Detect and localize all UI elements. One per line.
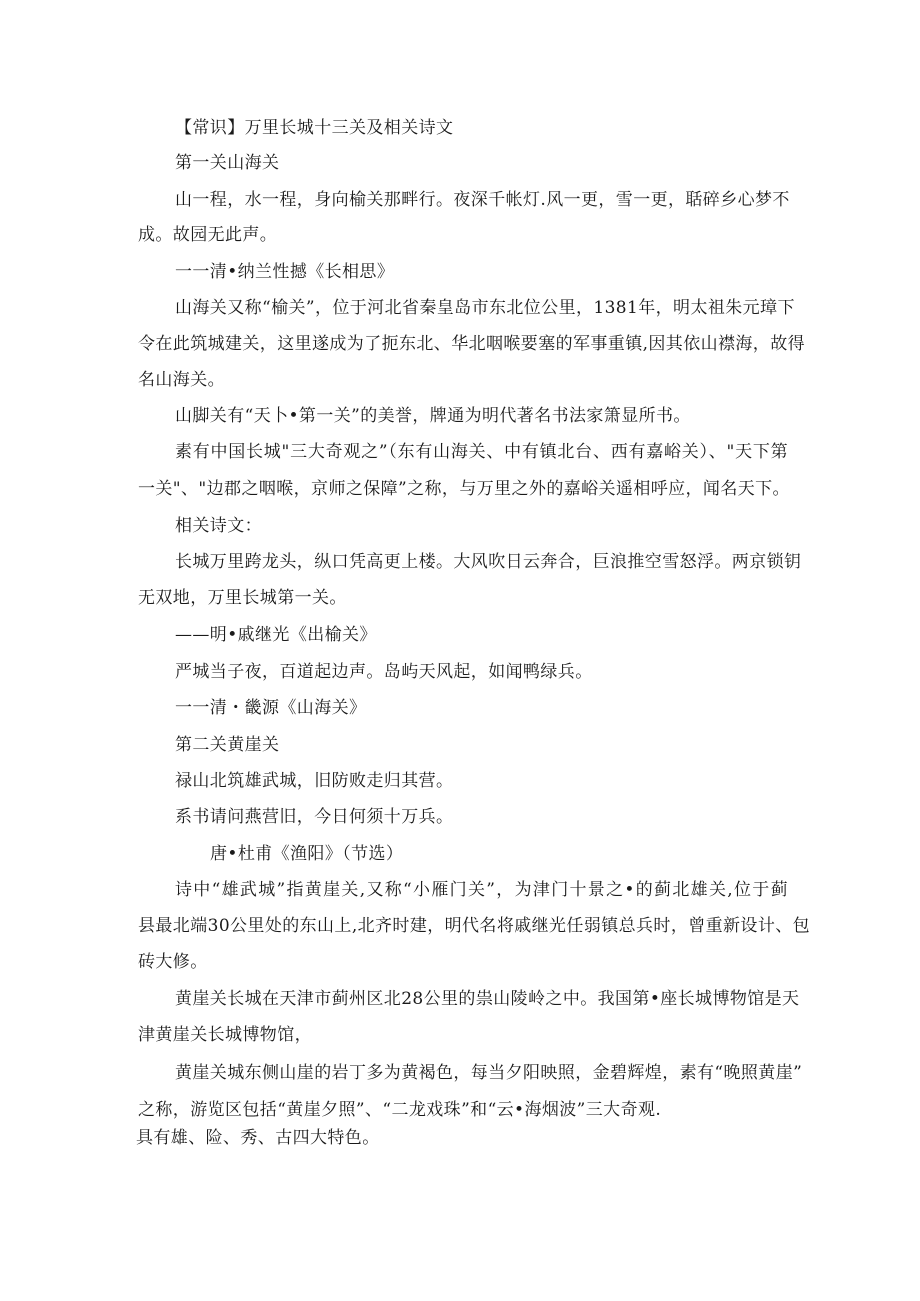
paragraph-line: 县最北端30公里处的东山上,北齐时建，明代名将戚继光任弱镇总兵时，曾重新设计、包 — [138, 916, 811, 936]
paragraph-line: 黄崖关长城在天津市蓟州区北28公里的祟山陵岭之中。我国第•座长城博物馆是天 — [175, 989, 800, 1009]
paragraph-line: 津黄崖关长城博物馆， — [138, 1025, 312, 1045]
paragraph-line: 砖大修。 — [138, 952, 208, 972]
poem-source: 一一清・畿源《山海关》 — [175, 698, 367, 718]
paragraph-line: 之称，游览区包括“黄崖夕照”、“二龙戏珠”和“云•海烟波”三大奇观. — [138, 1100, 662, 1120]
section-heading-pass2: 第二关黄崖关 — [175, 735, 280, 755]
paragraph-line: 山脚关有“天卜•第一关”的美誉，牌通为明代著名书法家箫显所书。 — [175, 406, 691, 426]
document-title: 【常识】万里长城十三关及相关诗文 — [175, 118, 454, 138]
poem-source: 唐•杜甫《渔阳》（节选） — [210, 844, 404, 864]
paragraph-line: 一关"、"边郡之咽喉，京师之保障”之称，与万里之外的嘉峪关遥相呼应，闻名天下。 — [138, 479, 790, 499]
poem-line: 严城当子夜，百道起边声。岛屿天风起，如闻鸭绿兵。 — [175, 662, 593, 682]
poem-line: 山一程，水一程，身向榆关那畔行。夜深千帐灯.风一更，雪一更，聒碎乡心梦不 — [175, 190, 790, 210]
section-heading-pass1: 第一关山海关 — [175, 153, 280, 173]
poem-source: 一一清•纳兰性撼《长相思》 — [175, 262, 395, 282]
poem-line: 禄山北筑雄武城，旧防败走归其营。 — [175, 771, 454, 791]
poem-line: 成。故园无此声。 — [138, 225, 278, 245]
paragraph-line: 黄崖关城东侧山崖的岩丁多为黄褐色，每当夕阳映照，金碧辉煌，素有“晚照黄崖” — [175, 1063, 803, 1083]
poem-line: 长城万里跨龙头，纵口凭高更上楼。大风吹日云奔合，巨浪推空雪怒浮。两京锁钥 — [175, 552, 802, 572]
poem-source: ——明•戚继光《出榆关》 — [175, 625, 377, 645]
related-label: 相关诗文： — [175, 516, 262, 536]
paragraph-line: 具有雄、险、秀、古四大特色。 — [136, 1128, 380, 1148]
poem-line: 系书请问燕营旧，今日何须十万兵。 — [175, 807, 454, 827]
paragraph-line: 山海关又称“榆关”，位于河北省秦皇岛市东北位公里，1381年，明太祖朱元璋下 — [175, 298, 795, 318]
poem-line: 无双地，万里长城第一关。 — [138, 588, 347, 608]
paragraph-line: 诗中“雄武城”指黄崖关,又称“小雁门关”，为津门十景之•的蓟北雄关,位于蓟 — [175, 880, 788, 900]
paragraph-line: 令在此筑城建关，这里遂成为了扼东北、华北咽喉要塞的军事重镇,因其依山襟海，故得 — [138, 334, 806, 354]
paragraph-line: 名山海关。 — [138, 370, 225, 390]
paragraph-line: 素有中国长城"三大奇观之”（东有山海关、中有镇北台、西有嘉峪关）、"天下第 — [175, 442, 788, 462]
